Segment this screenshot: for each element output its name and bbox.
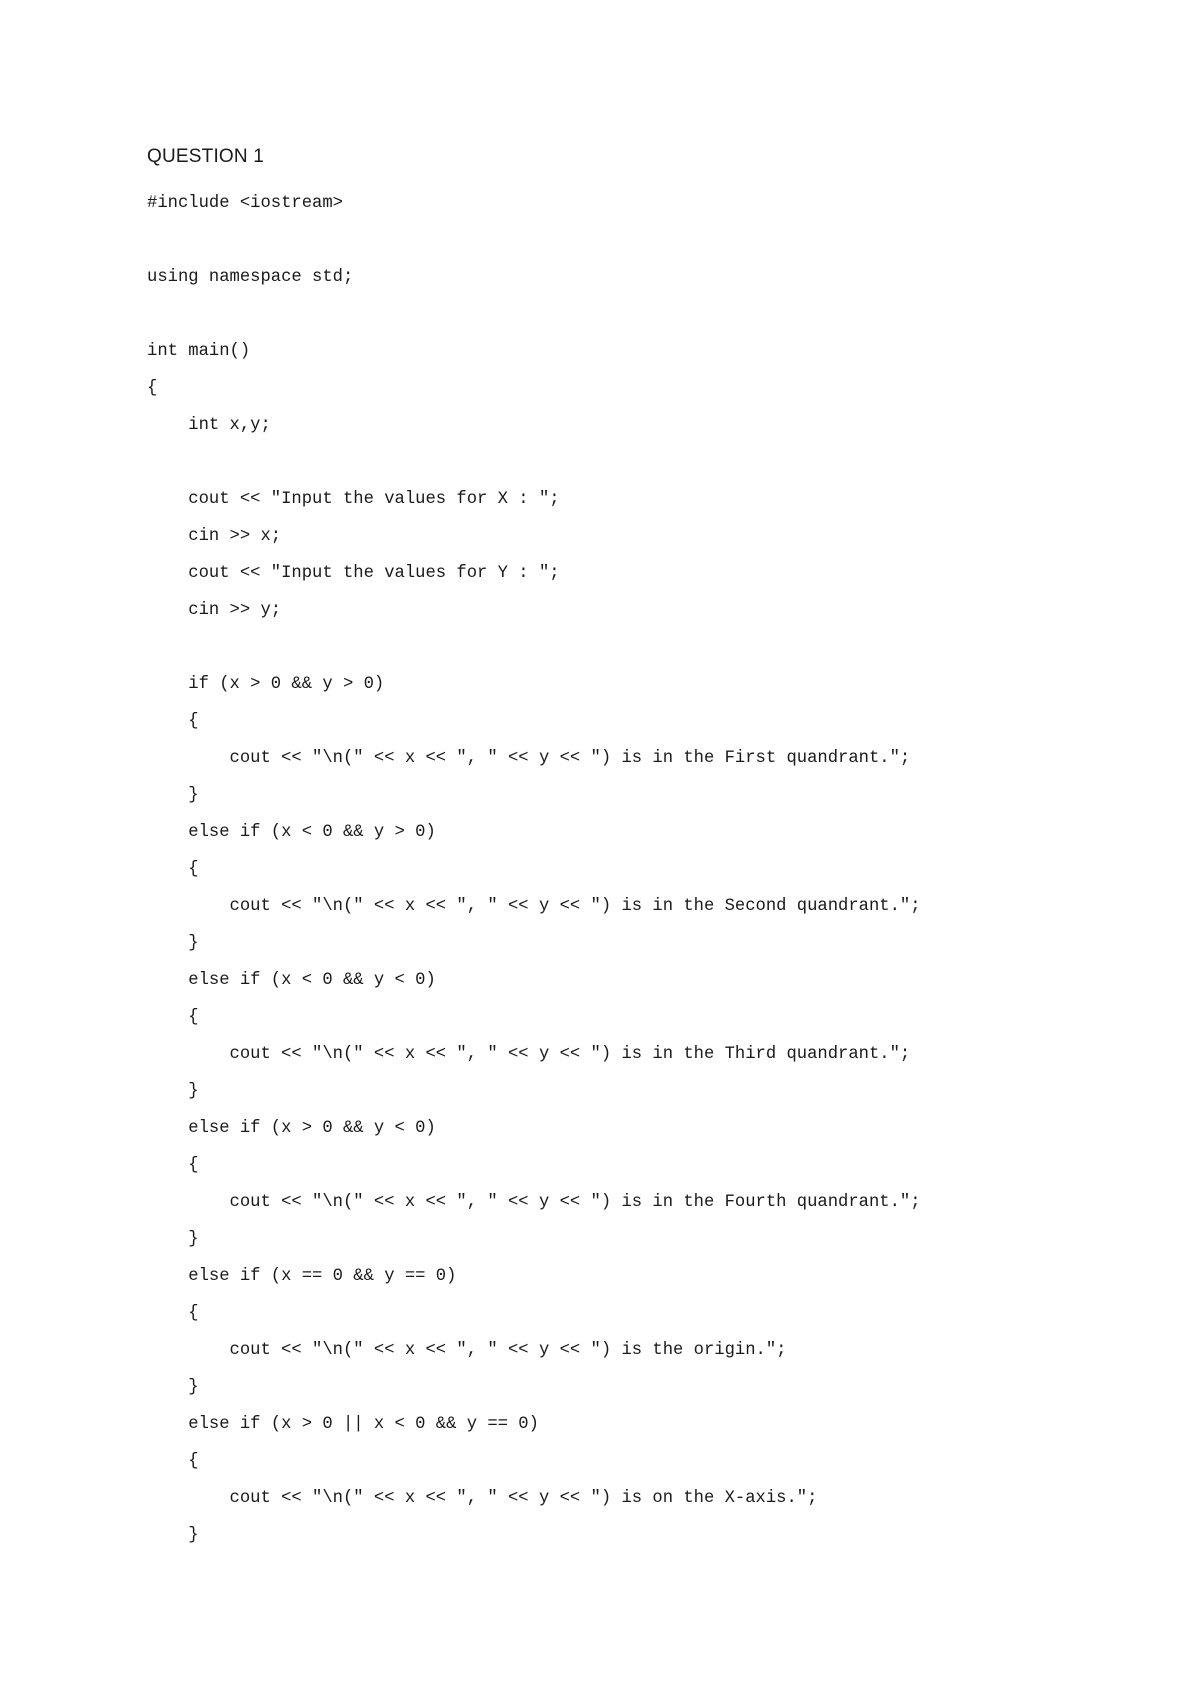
- code-line: }: [147, 1526, 199, 1545]
- code-line: cout << "\n(" << x << ", " << y << ") is in the First quandrant.";: [147, 749, 911, 768]
- code-line: cout << "\n(" << x << ", " << y << ") is in the Second quandrant.";: [147, 897, 921, 916]
- code-line: }: [147, 786, 199, 805]
- code-line: {: [147, 1304, 199, 1323]
- code-line: cout << "Input the values for X : ";: [147, 490, 560, 509]
- code-line: {: [147, 1452, 199, 1471]
- code-line: }: [147, 1378, 199, 1397]
- code-line: cout << "Input the values for Y : ";: [147, 564, 560, 583]
- code-line: }: [147, 1230, 199, 1249]
- code-line: {: [147, 379, 158, 398]
- code-line: {: [147, 1156, 199, 1175]
- code-line: if (x > 0 && y > 0): [147, 675, 385, 694]
- code-line: [147, 629, 921, 666]
- code-line: int x,y;: [147, 416, 271, 435]
- code-line: else if (x < 0 && y > 0): [147, 823, 436, 842]
- code-line: else if (x > 0 && y < 0): [147, 1119, 436, 1138]
- code-line: cin >> y;: [147, 601, 282, 620]
- code-line: {: [147, 1008, 199, 1027]
- question-heading: QUESTION 1: [147, 146, 265, 167]
- code-line: [147, 296, 921, 333]
- code-line: [147, 222, 921, 259]
- code-line: #include <iostream>: [147, 194, 343, 213]
- code-line: else if (x == 0 && y == 0): [147, 1267, 457, 1286]
- code-line: int main(): [147, 342, 251, 361]
- code-line: cin >> x;: [147, 527, 282, 546]
- code-line: }: [147, 1082, 199, 1101]
- code-line: {: [147, 860, 199, 879]
- code-line: cout << "\n(" << x << ", " << y << ") is on the X-axis.";: [147, 1489, 818, 1508]
- code-line: else if (x < 0 && y < 0): [147, 971, 436, 990]
- code-block: [147, 185, 921, 1554]
- code-line: cout << "\n(" << x << ", " << y << ") is in the Fourth quandrant.";: [147, 1193, 921, 1212]
- code-line: else if (x > 0 || x < 0 && y == 0): [147, 1415, 539, 1434]
- code-line: {: [147, 712, 199, 731]
- code-line: cout << "\n(" << x << ", " << y << ") is the origin.";: [147, 1341, 787, 1360]
- code-line: cout << "\n(" << x << ", " << y << ") is in the Third quandrant.";: [147, 1045, 911, 1064]
- code-line: }: [147, 934, 199, 953]
- code-line: using namespace std;: [147, 268, 354, 287]
- code-line: [147, 444, 921, 481]
